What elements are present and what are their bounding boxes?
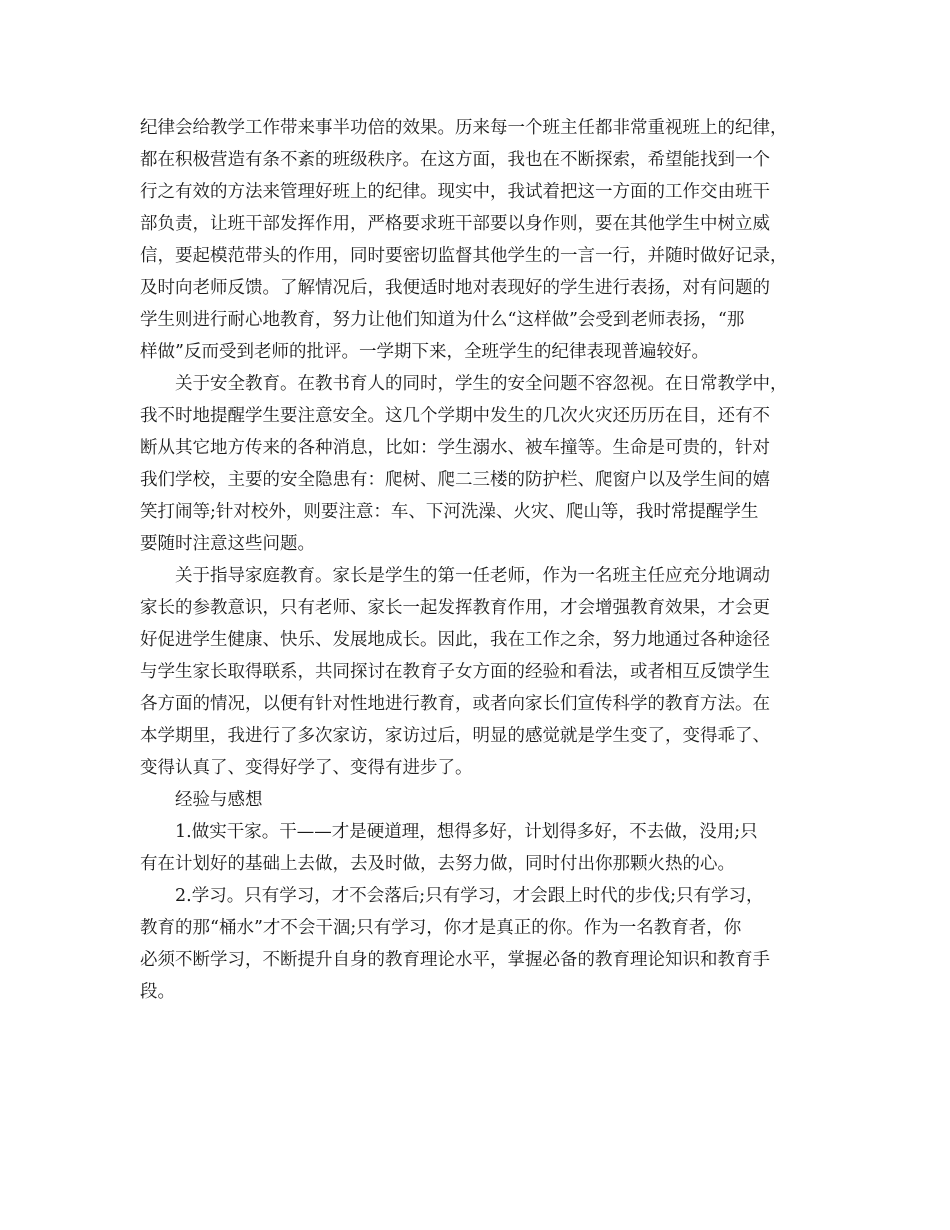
text-line: 各方面的情况，以便有针对性地进行教育，或者向家长们宣传科学的教育方法。在 bbox=[140, 694, 770, 714]
text-line: 变得认真了、变得好学了、变得有进步了。 bbox=[140, 758, 473, 778]
paragraph-point-1 bbox=[140, 816, 830, 880]
paragraph-point-2 bbox=[140, 880, 830, 1008]
heading-experience: 经验与感想 bbox=[175, 790, 263, 810]
text-line: 有在计划好的基础上去做，去及时做，去努力做，同时付出你那颗火热的心。 bbox=[140, 854, 735, 874]
section-heading bbox=[140, 784, 830, 816]
text-line: 我不时地提醒学生要注意安全。这几个学期中发生的几次火灾还历历在目，还有不 bbox=[140, 406, 770, 426]
text-line: 家长的参教意识，只有老师、家长一起发挥教育作用，才会增强教育效果，才会更 bbox=[140, 598, 770, 618]
text-line: 学生则进行耐心地教育，努力让他们知道为什么“这样做”会受到老师表扬，“那 bbox=[140, 310, 745, 330]
text-line: 必须不断学习，不断提升自身的教育理论水平，掌握必备的教育理论知识和教育手 bbox=[140, 950, 770, 970]
text-line: 样做”反而受到老师的批评。一学期下来，全班学生的纪律表现普遍较好。 bbox=[140, 342, 709, 362]
paragraph-safety bbox=[140, 368, 830, 560]
text-line: 与学生家长取得联系，共同探讨在教育子女方面的经验和看法，或者相互反馈学生 bbox=[140, 662, 770, 682]
text-line: 关于指导家庭教育。家长是学生的第一任老师，作为一名班主任应充分地调动 bbox=[140, 566, 770, 586]
text-line: 我们学校，主要的安全隐患有：爬树、爬二三楼的防护栏、爬窗户以及学生间的嬉 bbox=[140, 470, 770, 490]
text-line: 纪律会给教学工作带来事半功倍的效果。历来每一个班主任都非常重视班上的纪律， bbox=[140, 118, 788, 138]
text-line: 都在积极营造有条不紊的班级秩序。在这方面，我也在不断探索，希望能找到一个 bbox=[140, 150, 770, 170]
paragraph-family bbox=[140, 560, 830, 784]
text-line: 断从其它地方传来的各种消息，比如：学生溺水、被车撞等。生命是可贵的，针对 bbox=[140, 438, 770, 458]
text-line: 段。 bbox=[140, 982, 175, 1002]
text-line: 关于安全教育。在教书育人的同时，学生的安全问题不容忽视。在日常教学中， bbox=[140, 374, 788, 394]
text-line: 及时向老师反馈。了解情况后，我便适时地对表现好的学生进行表扬，对有问题的 bbox=[140, 278, 770, 298]
paragraph-discipline bbox=[140, 112, 830, 368]
text-line: 要随时注意这些问题。 bbox=[140, 534, 315, 554]
text-line: 好促进学生健康、快乐、发展地成长。因此，我在工作之余，努力地通过各种途径 bbox=[140, 630, 770, 650]
text-line: 2.学习。只有学习，才不会落后;只有学习，才会跟上时代的步伐;只有学习， bbox=[140, 886, 764, 906]
text-line: 教育的那“桶水”才不会干涸;只有学习，你才是真正的你。作为一名教育者，你 bbox=[140, 918, 742, 938]
text-line: 部负责，让班干部发挥作用，严格要求班干部要以身作则，要在其他学生中树立威 bbox=[140, 214, 770, 234]
text-line: 1.做实干家。干——才是硬道理，想得多好，计划得多好，不去做，没用;只 bbox=[140, 822, 758, 842]
text-line: 行之有效的方法来管理好班上的纪律。现实中，我试着把这一方面的工作交由班干 bbox=[140, 182, 770, 202]
text-line: 笑打闹等;针对校外，则要注意：车、下河洗澡、火灾、爬山等，我时常提醒学生 bbox=[140, 502, 759, 522]
document-page bbox=[140, 112, 830, 1008]
text-line: 本学期里，我进行了多次家访，家访过后，明显的感觉就是学生变了，变得乖了、 bbox=[140, 726, 770, 746]
text-line: 信，要起模范带头的作用，同时要密切监督其他学生的一言一行，并随时做好记录， bbox=[140, 246, 788, 266]
